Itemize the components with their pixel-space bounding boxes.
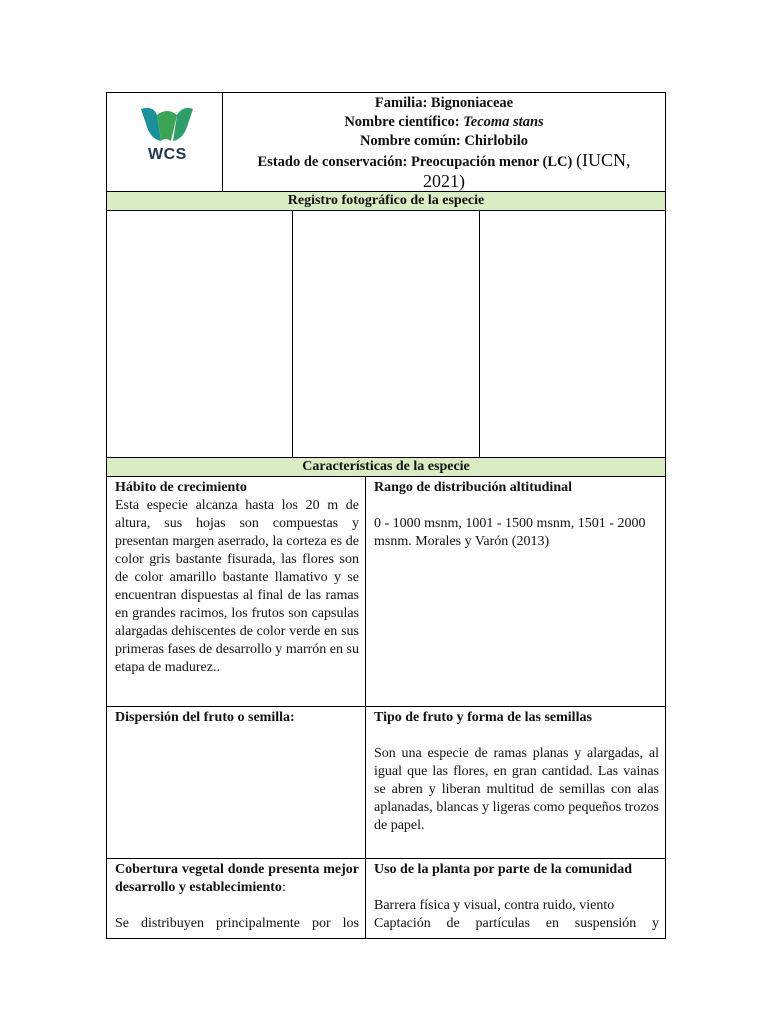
conservation-status-value: Preocupación menor (LC) xyxy=(410,154,573,170)
familia-value: Bignoniaceae xyxy=(430,95,514,111)
fruit-type-title: Tipo de fruto y forma de las semillas xyxy=(374,710,592,725)
conservation-ref: (IUCN, xyxy=(575,150,631,170)
altitude-range-cell xyxy=(366,477,666,707)
dispersion-cell xyxy=(107,707,366,859)
conservation-year: 2021) xyxy=(423,171,465,191)
photo-area xyxy=(107,211,666,458)
photo-slot-1 xyxy=(107,211,293,457)
coverage-text: Se distribuyen principalmente por los xyxy=(115,916,359,931)
familia-line: Familia: Bignoniaceae xyxy=(374,95,514,111)
species-table xyxy=(106,92,666,939)
logo-cell xyxy=(107,93,223,192)
growth-habit-cell xyxy=(107,477,366,707)
photo-slot-3 xyxy=(480,211,665,457)
characteristics-title: Características de la especie xyxy=(107,458,666,477)
photo-section-title: Registro fotográfico de la especie xyxy=(107,192,666,211)
growth-habit-title: Hábito de crecimiento xyxy=(115,480,247,495)
community-use-line-1: Barrera física y visual, contra ruido, viento xyxy=(374,898,615,913)
scientific-name-value: Tecoma stans xyxy=(463,114,544,130)
community-use-cell xyxy=(366,859,666,939)
species-header xyxy=(223,93,666,192)
coverage-title: Cobertura vegetal donde presenta mejor desarrollo y establecimiento: xyxy=(115,862,359,895)
dispersion-title: Dispersión del fruto o semilla: xyxy=(115,710,295,725)
conservation-status-line: Estado de conservación: Preocupación menor (LC) (IUCN, xyxy=(257,150,631,170)
fruit-type-cell xyxy=(366,707,666,859)
logo-text: WCS xyxy=(148,146,187,163)
coverage-cell xyxy=(107,859,366,939)
altitude-range-title: Rango de distribución altitudinal xyxy=(374,480,572,495)
common-name-line: Nombre común: Chirlobilo xyxy=(359,133,529,149)
scientific-name-line: Nombre científico: Tecoma stans xyxy=(344,114,544,130)
growth-habit-text: Esta especie alcanza hasta los 20 m de altura, sus hojas son compuestas y presentan margen aserrado, la corteza es de color gris bastante fisurada, las flores son de color amarillo bastante llamativo y se encuentran dispuestas al final de las ramas en grandes racimos, los frutos son capsulas alargadas dehiscentes de color verde en sus primeras fases de desarrollo y marrón en su etapa de madurez.. xyxy=(115,498,359,675)
community-use-title: Uso de la planta por parte de la comunidad xyxy=(374,862,632,877)
wcs-logo-icon xyxy=(139,105,195,145)
fruit-type-text: Son una especie de ramas planas y alargadas, al igual que las flores, en gran cantidad. Las vainas se abren y liberan multitud de semillas con alas aplanadas, blancas y ligeras como pequeños trozos de papel. xyxy=(374,746,659,833)
species-sheet xyxy=(106,92,665,939)
photo-slot-2 xyxy=(293,211,479,457)
community-use-line-2: Captación de partículas en suspensión y xyxy=(374,916,659,931)
altitude-range-text: 0 - 1000 msnm, 1001 - 1500 msnm, 1501 - 2000 msnm. Morales y Varón (2013) xyxy=(374,516,646,549)
common-name-value: Chirlobilo xyxy=(464,133,529,149)
